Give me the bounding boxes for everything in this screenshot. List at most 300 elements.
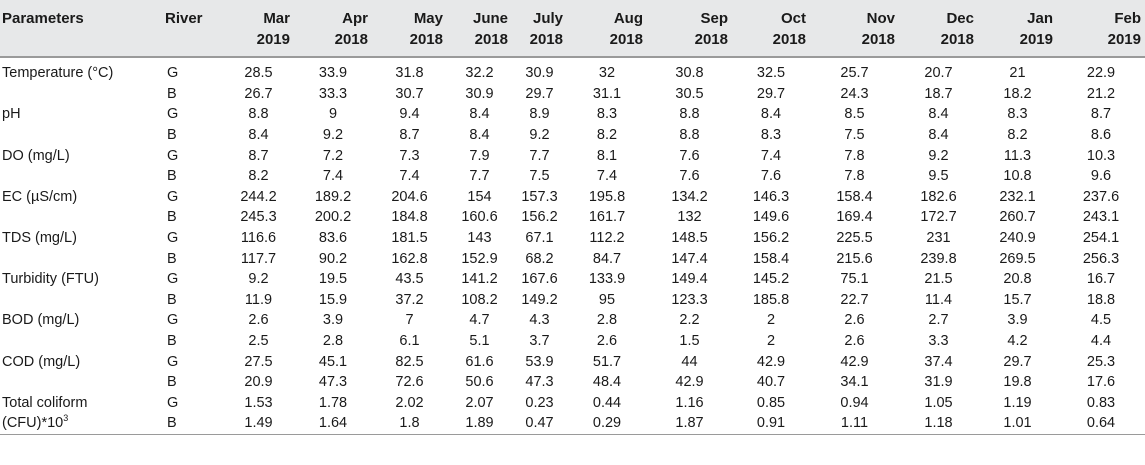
value-cell: 33.3	[318, 85, 348, 102]
header-month	[223, 0, 294, 57]
value-cell: 3.9	[1007, 312, 1028, 329]
river-cell: G	[167, 230, 179, 247]
value-cell: 4.2	[1007, 333, 1028, 350]
value-cell: 72.6	[395, 374, 424, 391]
value-cell: 3.3	[928, 333, 949, 350]
parameter-cell	[0, 166, 165, 187]
table-row	[0, 145, 1145, 166]
value-cell: 1.18	[899, 413, 978, 434]
value-cell: 181.5	[391, 230, 428, 247]
header-month-year: 2018	[334, 31, 368, 48]
value-cell: 132	[677, 209, 702, 226]
value-cell: 149.2	[521, 291, 558, 308]
value-cell: 8.1	[596, 147, 618, 164]
value-cell: 18.8	[1086, 291, 1116, 308]
parameter-label: EC (µS/cm)	[2, 188, 78, 205]
header-month-name: Aug	[613, 10, 643, 27]
value-cell: 0.91	[732, 413, 810, 434]
value-cell: 0.94	[840, 394, 869, 411]
river-cell: B	[167, 250, 177, 267]
value-cell: 9.6	[1090, 168, 1112, 185]
value-cell: 9.2	[248, 271, 269, 288]
value-cell: 2.5	[248, 333, 269, 350]
value-cell: 7.6	[679, 147, 700, 164]
parameter-label: Temperature (°C)	[2, 65, 114, 82]
value-cell: 29.7	[1003, 353, 1032, 370]
value-cell: 50.6	[465, 374, 494, 391]
value-cell: 4.4	[1090, 333, 1112, 350]
value-cell: 154	[467, 188, 492, 205]
value-cell: 11.4	[924, 291, 953, 308]
value-cell: 10.8	[1003, 168, 1032, 185]
value-cell: 42.9	[756, 353, 786, 370]
value-cell: 8.2	[1007, 127, 1028, 144]
parameter-cell	[0, 290, 165, 311]
value-cell: 68.2	[525, 250, 554, 267]
value-cell: 156.2	[752, 230, 790, 247]
parameter-cell	[0, 331, 165, 352]
value-cell: 3.7	[529, 333, 550, 350]
value-cell: 8.3	[596, 106, 618, 123]
river-cell: B	[167, 333, 177, 350]
value-cell: 21.5	[924, 271, 953, 288]
parameter-label: COD (mg/L)	[2, 353, 81, 370]
value-cell: 7.4	[760, 147, 782, 164]
value-cell: 1.11	[810, 413, 899, 434]
value-cell: 28.5	[244, 65, 273, 82]
value-cell: 4.5	[1090, 312, 1112, 329]
header-month-year: 2019	[1019, 31, 1053, 48]
value-cell: 2.6	[596, 333, 618, 350]
value-cell: 25.7	[840, 65, 869, 82]
value-cell: 9.2	[322, 127, 344, 144]
value-cell: 2.2	[679, 312, 700, 329]
river-cell: B	[165, 413, 223, 434]
value-cell: 18.7	[924, 85, 953, 102]
table-row	[0, 310, 1145, 331]
value-cell: 2.6	[844, 312, 865, 329]
value-cell: 37.2	[395, 291, 424, 308]
value-cell: 152.9	[461, 250, 498, 267]
value-cell: 269.5	[999, 250, 1036, 267]
value-cell: 162.8	[391, 250, 428, 267]
header-month-year: 2019	[256, 31, 290, 48]
header-month	[899, 0, 978, 57]
value-cell: 17.6	[1086, 374, 1116, 391]
value-cell: 8.4	[928, 127, 949, 144]
value-cell: 7.5	[529, 168, 550, 185]
value-cell: 117.7	[240, 250, 277, 267]
value-cell: 195.8	[588, 188, 626, 205]
header-row	[0, 0, 1145, 57]
value-cell: 149.4	[671, 271, 708, 288]
parameter-cell	[0, 84, 165, 105]
value-cell: 32	[598, 65, 616, 82]
parameter-cell	[0, 351, 165, 372]
value-cell: 146.3	[752, 188, 790, 205]
parameter-superscript: 3	[63, 413, 69, 424]
value-cell: 15.7	[1003, 291, 1032, 308]
header-month-year: 2018	[609, 31, 643, 48]
parameter-label: BOD (mg/L)	[2, 312, 80, 329]
value-cell: 143	[467, 230, 492, 247]
value-cell: 169.4	[836, 209, 873, 226]
river-cell: B	[167, 85, 177, 102]
table-row	[0, 269, 1145, 290]
value-cell: 8.3	[760, 127, 782, 144]
parameter-cell	[0, 104, 165, 125]
value-cell: 172.7	[920, 209, 957, 226]
value-cell: 260.7	[999, 209, 1036, 226]
value-cell: 11.9	[244, 291, 273, 308]
river-cell: G	[167, 312, 179, 329]
table-row	[0, 125, 1145, 146]
value-cell: 1.16	[675, 394, 704, 411]
value-cell: 8.8	[679, 106, 700, 123]
header-month	[372, 0, 447, 57]
value-cell: 204.6	[391, 188, 428, 205]
table-row	[0, 393, 1145, 414]
value-cell: 256.3	[1082, 250, 1120, 267]
value-cell: 95	[598, 291, 616, 308]
value-cell: 27.5	[244, 353, 273, 370]
value-cell: 3.9	[322, 312, 344, 329]
value-cell: 42.9	[840, 353, 869, 370]
value-cell: 231	[926, 230, 951, 247]
parameter-cell	[0, 310, 165, 331]
value-cell: 90.2	[318, 250, 348, 267]
value-cell: 19.5	[318, 271, 348, 288]
header-month	[567, 0, 647, 57]
header-month-name: Mar	[263, 10, 290, 27]
value-cell: 240.9	[999, 230, 1036, 247]
value-cell: 8.4	[248, 127, 269, 144]
header-month-year: 2018	[529, 31, 563, 48]
value-cell: 25.3	[1086, 353, 1116, 370]
header-month	[978, 0, 1057, 57]
value-cell: 67.1	[525, 230, 554, 247]
header-month-name: Nov	[866, 10, 895, 27]
parameter-label: Total coliform	[2, 394, 88, 411]
value-cell: 18.2	[1003, 85, 1032, 102]
value-cell: 1.8	[372, 413, 447, 434]
value-cell: 22.9	[1086, 65, 1116, 82]
value-cell: 37.4	[924, 353, 953, 370]
header-month	[647, 0, 732, 57]
value-cell: 8.8	[679, 127, 700, 144]
river-cell: G	[167, 147, 179, 164]
value-cell: 15.9	[318, 291, 348, 308]
value-cell: 116.6	[240, 230, 277, 247]
parameter-cell	[0, 372, 165, 393]
value-cell: 239.8	[920, 250, 957, 267]
value-cell: 108.2	[461, 291, 498, 308]
value-cell: 61.6	[465, 353, 494, 370]
table-row	[0, 248, 1145, 269]
value-cell: 42.9	[675, 374, 704, 391]
value-cell: 9.2	[928, 147, 949, 164]
river-cell: G	[167, 188, 179, 205]
parameter-cell	[0, 228, 165, 249]
value-cell: 182.6	[920, 188, 957, 205]
parameter-label: DO (mg/L)	[2, 147, 70, 164]
value-cell: 1.49	[223, 413, 294, 434]
value-cell: 7.7	[469, 168, 490, 185]
value-cell: 254.1	[1082, 230, 1120, 247]
table-row	[0, 290, 1145, 311]
value-cell: 149.6	[752, 209, 790, 226]
value-cell: 32.2	[465, 65, 494, 82]
value-cell: 31.1	[592, 85, 622, 102]
parameter-cell	[0, 57, 165, 84]
river-cell: G	[167, 394, 179, 411]
header-month-year: 2018	[409, 31, 443, 48]
header-month-name: Oct	[780, 10, 806, 27]
value-cell: 8.7	[1090, 106, 1112, 123]
river-cell: G	[167, 353, 179, 370]
value-cell: 0.85	[756, 394, 786, 411]
header-month-year: 2018	[772, 31, 806, 48]
value-cell: 1.01	[978, 413, 1057, 434]
value-cell: 244.2	[240, 188, 277, 205]
value-cell: 53.9	[525, 353, 554, 370]
table-row	[0, 351, 1145, 372]
header-month-name: Feb	[1114, 10, 1141, 27]
value-cell: 147.4	[671, 250, 708, 267]
parameter-label: pH	[2, 106, 21, 123]
value-cell: 7.6	[679, 168, 700, 185]
value-cell: 112.2	[589, 230, 625, 247]
header-month	[512, 0, 567, 57]
value-cell: 83.6	[318, 230, 348, 247]
value-cell: 9.5	[928, 168, 949, 185]
value-cell: 232.1	[999, 188, 1036, 205]
value-cell: 40.7	[756, 374, 786, 391]
value-cell: 7.2	[322, 147, 344, 164]
value-cell: 0.44	[592, 394, 622, 411]
value-cell: 8.5	[844, 106, 865, 123]
value-cell: 30.8	[675, 65, 704, 82]
header-parameters: Parameters	[0, 0, 165, 57]
parameter-label: (CFU)*10	[2, 415, 64, 432]
value-cell: 4.7	[469, 312, 490, 329]
header-month	[1057, 0, 1145, 57]
value-cell: 47.3	[318, 374, 348, 391]
value-cell: 0.83	[1086, 394, 1116, 411]
value-cell: 4.3	[529, 312, 550, 329]
value-cell: 20.8	[1003, 271, 1032, 288]
header-month-year: 2018	[940, 31, 974, 48]
value-cell: 123.3	[671, 291, 708, 308]
parameter-cell	[0, 187, 165, 208]
value-cell: 134.2	[671, 188, 708, 205]
value-cell: 189.2	[314, 188, 352, 205]
river-cell: B	[167, 168, 177, 185]
value-cell: 2.07	[465, 394, 494, 411]
table-header	[0, 0, 1145, 57]
value-cell: 22.7	[840, 291, 869, 308]
river-cell: G	[167, 271, 179, 288]
value-cell: 8.7	[399, 127, 420, 144]
value-cell: 47.3	[525, 374, 554, 391]
table-row	[0, 166, 1145, 187]
parameter-cell	[0, 248, 165, 269]
value-cell: 20.7	[924, 65, 953, 82]
value-cell: 24.3	[840, 85, 869, 102]
value-cell: 1.53	[244, 394, 273, 411]
value-cell: 7.4	[399, 168, 420, 185]
value-cell: 10.3	[1086, 147, 1116, 164]
value-cell: 30.7	[395, 85, 424, 102]
value-cell: 1.5	[679, 333, 700, 350]
table-body	[0, 57, 1145, 434]
value-cell: 8.4	[760, 106, 782, 123]
value-cell: 31.8	[395, 65, 424, 82]
value-cell: 84.7	[592, 250, 622, 267]
value-cell: 1.78	[318, 394, 348, 411]
header-month-year: 2018	[861, 31, 895, 48]
value-cell: 30.9	[525, 65, 554, 82]
value-cell: 243.1	[1082, 209, 1120, 226]
value-cell: 237.6	[1082, 188, 1120, 205]
value-cell: 8.8	[248, 106, 269, 123]
value-cell: 2.02	[395, 394, 424, 411]
table-row	[0, 104, 1145, 125]
value-cell: 2.6	[248, 312, 269, 329]
value-cell: 8.4	[928, 106, 949, 123]
value-cell: 0.64	[1057, 413, 1145, 434]
value-cell: 184.8	[391, 209, 428, 226]
value-cell: 21	[1009, 65, 1026, 82]
value-cell: 245.3	[240, 209, 277, 226]
value-cell: 19.8	[1003, 374, 1032, 391]
value-cell: 2	[766, 333, 776, 350]
value-cell: 185.8	[752, 291, 790, 308]
value-cell: 141.2	[461, 271, 498, 288]
value-cell: 215.6	[836, 250, 873, 267]
river-cell: B	[167, 291, 177, 308]
value-cell: 20.9	[244, 374, 273, 391]
value-cell: 7.4	[596, 168, 618, 185]
value-cell: 6.1	[399, 333, 420, 350]
parameter-cell	[0, 413, 165, 434]
header-month-name: Sep	[700, 10, 728, 27]
value-cell: 145.2	[752, 271, 790, 288]
value-cell: 7.7	[529, 147, 550, 164]
value-cell: 9	[328, 106, 338, 123]
header-month-year: 2018	[694, 31, 728, 48]
value-cell: 43.5	[395, 271, 424, 288]
value-cell: 7.8	[844, 147, 865, 164]
header-month-name: Jan	[1027, 10, 1053, 27]
table-row	[0, 372, 1145, 393]
table-row	[0, 84, 1145, 105]
value-cell: 0.47	[512, 413, 567, 434]
table-row	[0, 57, 1145, 84]
value-cell: 225.5	[836, 230, 873, 247]
parameter-label: TDS (mg/L)	[2, 230, 77, 247]
value-cell: 7.6	[760, 168, 782, 185]
river-cell: G	[167, 65, 179, 82]
table-row	[0, 207, 1145, 228]
value-cell: 2	[766, 312, 776, 329]
header-month	[447, 0, 512, 57]
value-cell: 8.6	[1090, 127, 1112, 144]
value-cell: 158.4	[836, 188, 873, 205]
header-month-year: 2018	[474, 31, 508, 48]
value-cell: 9.2	[529, 127, 550, 144]
parameter-cell	[0, 145, 165, 166]
table-row	[0, 228, 1145, 249]
table-row	[0, 331, 1145, 352]
value-cell: 7.5	[844, 127, 865, 144]
table-row	[0, 187, 1145, 208]
value-cell: 26.7	[244, 85, 273, 102]
header-month	[294, 0, 372, 57]
value-cell: 2.6	[844, 333, 865, 350]
value-cell: 34.1	[840, 374, 869, 391]
value-cell: 133.9	[588, 271, 626, 288]
header-month-name: June	[472, 10, 508, 27]
header-month-name: May	[413, 10, 443, 27]
header-month	[810, 0, 899, 57]
river-cell: B	[167, 127, 177, 144]
value-cell: 75.1	[840, 271, 869, 288]
value-cell: 0.23	[525, 394, 554, 411]
value-cell: 1.19	[1003, 394, 1032, 411]
river-cell: B	[167, 209, 177, 226]
value-cell: 7.9	[469, 147, 490, 164]
value-cell: 1.87	[647, 413, 732, 434]
header-month-name: Apr	[342, 10, 368, 27]
value-cell: 2.8	[596, 312, 618, 329]
river-cell: B	[167, 374, 177, 391]
header-month-name: Dec	[946, 10, 974, 27]
value-cell: 8.9	[529, 106, 550, 123]
value-cell: 167.6	[521, 271, 558, 288]
value-cell: 9.4	[399, 106, 420, 123]
value-cell: 200.2	[314, 209, 352, 226]
value-cell: 48.4	[592, 374, 622, 391]
value-cell: 11.3	[1003, 147, 1032, 164]
value-cell: 158.4	[752, 250, 790, 267]
value-cell: 156.2	[521, 209, 558, 226]
value-cell: 8.2	[248, 168, 269, 185]
value-cell: 2.8	[322, 333, 344, 350]
parameter-cell	[0, 269, 165, 290]
value-cell: 8.7	[248, 147, 269, 164]
value-cell: 7.4	[322, 168, 344, 185]
parameter-cell	[0, 207, 165, 228]
parameter-cell	[0, 393, 165, 414]
header-month	[732, 0, 810, 57]
table-row	[0, 413, 1145, 434]
value-cell: 29.7	[525, 85, 554, 102]
parameter-cell	[0, 125, 165, 146]
value-cell: 21.2	[1086, 85, 1116, 102]
header-month-year: 2019	[1107, 31, 1141, 48]
value-cell: 160.6	[461, 209, 498, 226]
river-cell: G	[167, 106, 179, 123]
value-cell: 7.3	[399, 147, 420, 164]
value-cell: 32.5	[756, 65, 786, 82]
value-cell: 16.7	[1086, 271, 1116, 288]
parameter-label: Turbidity (FTU)	[2, 271, 99, 288]
value-cell: 51.7	[592, 353, 622, 370]
value-cell: 8.3	[1007, 106, 1028, 123]
value-cell: 7.8	[844, 168, 865, 185]
value-cell: 8.4	[469, 106, 490, 123]
